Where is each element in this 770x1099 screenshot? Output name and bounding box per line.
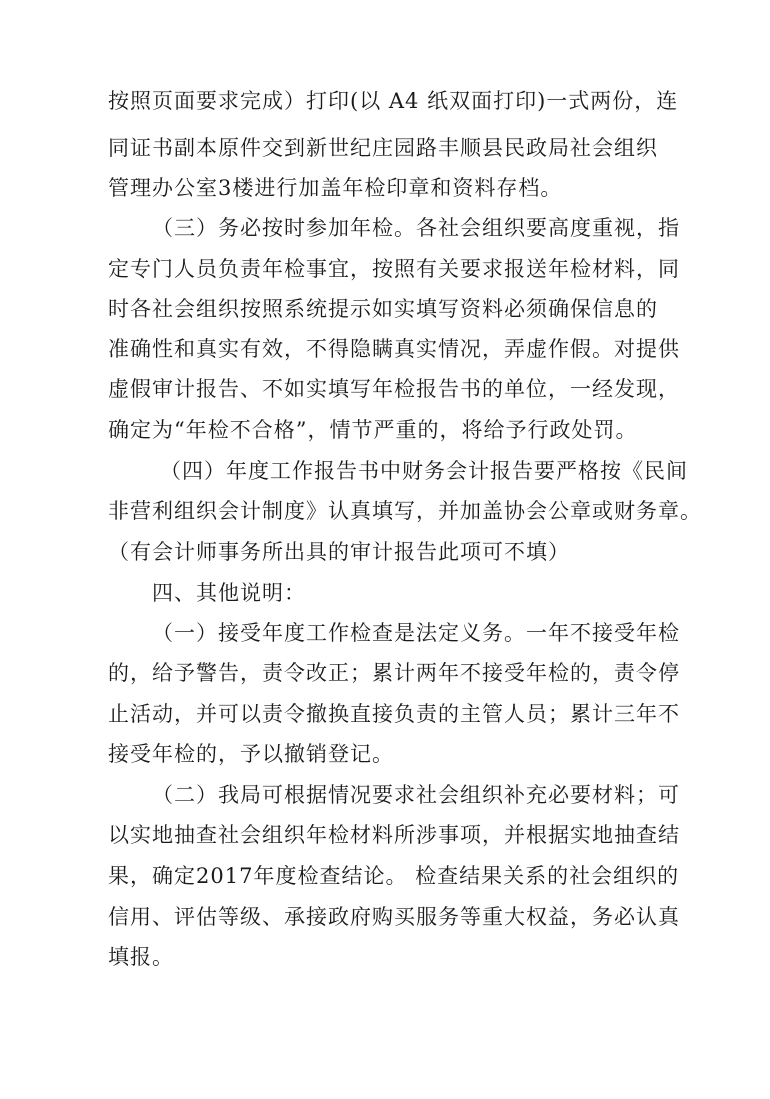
text-line: 准确性和真实有效，不得隐瞒真实情况，弄虚作假。对提供 — [108, 337, 680, 361]
text-line: 以实地抽查社会组织年检材料所涉事项，并根据实地抽查结 — [108, 823, 680, 847]
text-line: 接受年检的，予以撤销登记。 — [108, 742, 394, 766]
text-line: （三）务必按时参加年检。各社会组织要高度重视，指 — [152, 216, 680, 240]
text-line: 按照页面要求完成）打印(以 A4 纸双面打印)一式两份，连 — [108, 89, 679, 113]
text-line: 非营利组织会计制度》认真填写，并加盖协会公章或财务章。 — [108, 499, 702, 523]
text-line: 时各社会组织按照系统提示如实填写资料必须确保信息的 — [108, 297, 658, 321]
text-line: 填报。 — [108, 945, 174, 969]
text-line: （二）我局可根据情况要求社会组织补充必要材料；可 — [152, 783, 680, 807]
text-line: （四）年度工作报告书中财务会计报告要严格按《民间 — [160, 459, 688, 483]
text-line: （有会计师事务所出具的审计报告此项可不填） — [108, 540, 570, 564]
text-line: 定专门人员负责年检事宜，按照有关要求报送年检材料，同 — [108, 257, 680, 281]
text-line: 同证书副本原件交到新世纪庄园路丰顺县民政局社会组织 — [108, 136, 658, 160]
text-line: 信用、评估等级、承接政府购买服务等重大权益，务必认真 — [108, 905, 680, 929]
text-line: 的，给予警告，责令改正；累计两年不接受年检的，责令停 — [108, 661, 680, 685]
text-line: 果，确定2017年度检查结论。 检查结果关系的社会组织的 — [108, 864, 680, 888]
text-line: 确定为“年检不合格”，情节严重的，将给予行政处罚。 — [108, 418, 638, 442]
text-line: 虚假审计报告、不如实填写年检报告书的单位，一经发现， — [108, 377, 680, 401]
section-heading: 四、其他说明： — [152, 581, 306, 605]
text-line: 管理办公室3楼进行加盖年检印章和资料存档。 — [108, 176, 563, 200]
text-line: （一）接受年度工作检查是法定义务。一年不接受年检 — [152, 621, 680, 645]
text-line: 止活动，并可以责令撤换直接负责的主管人员；累计三年不 — [108, 702, 680, 726]
